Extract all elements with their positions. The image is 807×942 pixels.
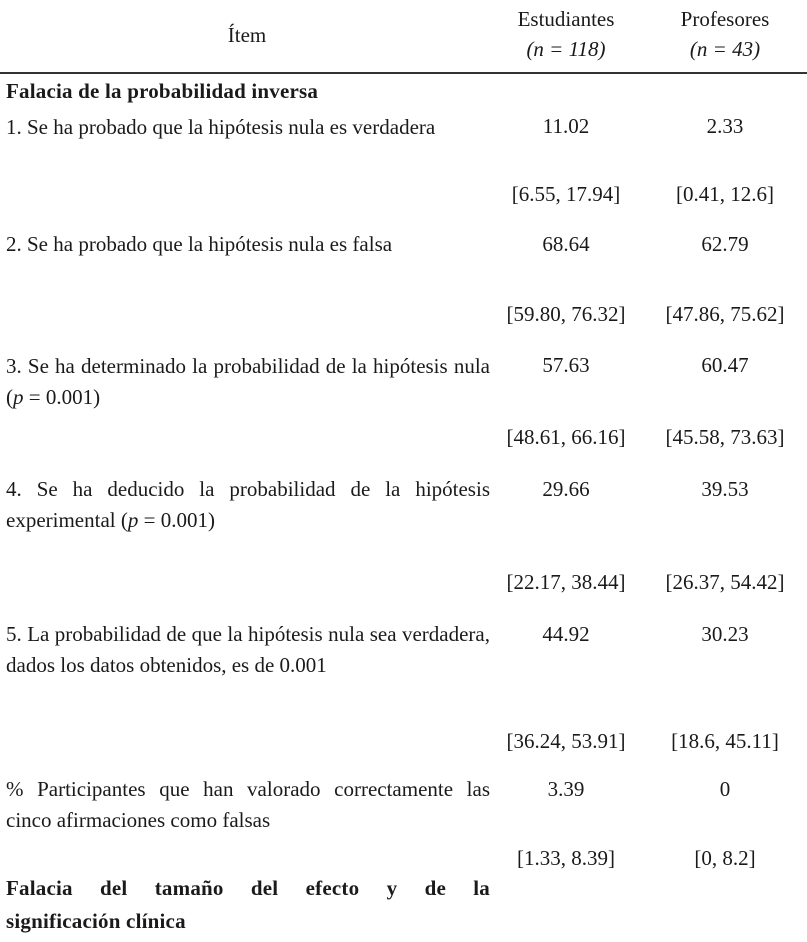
row-1-students-value: 11.02 xyxy=(542,114,590,138)
row-4-item: 4. Se ha deducido la probabilidad de la hipótesis experimental (p = 0.001) xyxy=(6,477,490,532)
row-1-teachers-ci: [0.41, 12.6] xyxy=(676,182,774,206)
column-header-teachers xyxy=(648,4,802,64)
row-5-teachers-ci: [18.6, 45.11] xyxy=(671,729,779,753)
column-header-students xyxy=(488,4,644,64)
row-2-students-value: 68.64 xyxy=(542,232,590,256)
row-6-teachers-ci: [0, 8.2] xyxy=(694,846,756,870)
row-1-students-ci: [6.55, 17.94] xyxy=(511,182,621,206)
row-2-item: 2. Se ha probado que la hipótesis nula es falsa xyxy=(6,232,393,256)
row-4-students-ci: [22.17, 38.44] xyxy=(506,570,626,594)
row-4-teachers-ci: [26.37, 54.42] xyxy=(665,570,785,594)
header-rule xyxy=(0,72,807,74)
row-6-students-value: 3.39 xyxy=(547,777,585,801)
teachers-label: Profesores xyxy=(680,7,770,31)
row-4-students-value: 29.66 xyxy=(542,477,590,501)
row-2-teachers-value: 62.79 xyxy=(701,232,749,256)
row-3-teachers-ci: [45.58, 73.63] xyxy=(665,425,785,449)
row-3-item xyxy=(6,351,490,413)
row-5-item: 5. La probabilidad de que la hipótesis nula sea verdadera, dados los datos obtenidos, es de 0.001 xyxy=(6,622,490,677)
section-title-inverse-probability: Falacia de la probabilidad inversa xyxy=(6,79,319,103)
row-5-students-ci: [36.24, 53.91] xyxy=(506,729,626,753)
teachers-n: (n = 43) xyxy=(689,37,761,61)
row-2-teachers-ci: [47.86, 75.62] xyxy=(665,302,785,326)
row-3-text: 3. Se ha determinado la probabilidad de la hipótesis nula (p = 0.001) xyxy=(6,354,490,409)
row-1-teachers-value: 2.33 xyxy=(706,114,744,138)
row-5-teachers-value: 30.23 xyxy=(701,622,749,646)
row-3-teachers-value: 60.47 xyxy=(701,353,749,377)
row-3-students-ci: [48.61, 66.16] xyxy=(506,425,626,449)
section-title-effect-size-line1: Falacia del tamaño del efecto y de la xyxy=(6,876,490,900)
column-header-item: Ítem xyxy=(227,23,267,47)
row-4-teachers-value: 39.53 xyxy=(701,477,749,501)
row-3-students-value: 57.63 xyxy=(542,353,590,377)
row-6-item: % Participantes que han valorado correctamente las cinco afirmaciones como falsas xyxy=(6,777,490,832)
students-label: Estudiantes xyxy=(517,7,615,31)
row-2-students-ci: [59.80, 76.32] xyxy=(506,302,626,326)
row-5-students-value: 44.92 xyxy=(542,622,590,646)
row-6-teachers-value: 0 xyxy=(719,777,731,801)
row-6-students-ci: [1.33, 8.39] xyxy=(517,846,615,870)
row-1-item: 1. Se ha probado que la hipótesis nula es verdadera xyxy=(6,115,436,139)
students-n: (n = 118) xyxy=(526,37,606,61)
section-title-effect-size-line2: significación clínica xyxy=(6,909,186,933)
